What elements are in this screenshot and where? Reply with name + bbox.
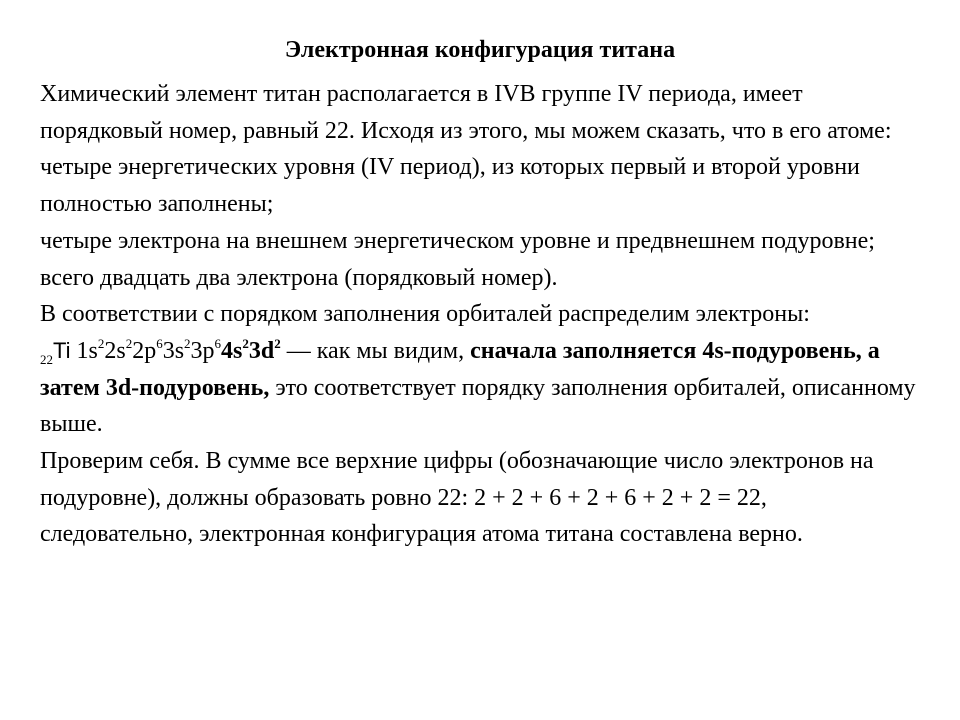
config-exp-bold: 2 <box>242 335 249 351</box>
config-part: 3p <box>190 337 215 364</box>
config-part: 2p <box>132 337 157 364</box>
paragraph-check: Проверим себя. В сумме все верхние цифры (обозначающие число электронов на подуровне), должны образовать ровно 22: 2 + 2 + 6 + 2 + 6 + 2 + 2 = 22, следовательно, электронная конфигурация атома титана составлена верно. <box>40 448 874 548</box>
config-exp: 6 <box>214 335 222 351</box>
paragraph-formula <box>40 333 920 443</box>
formula-bold-statement: сначала заполняется 4s-подуровень, а затем 3d-подуровень, <box>40 337 880 401</box>
paragraph-distribution: В соответствии с порядком заполнения орбиталей распределим электроны: <box>40 301 810 328</box>
paragraph-total-electrons: всего двадцать два электрона (порядковый номер). <box>40 264 558 291</box>
atomic-number: 22 <box>40 351 53 367</box>
page-title: Электронная конфигурация титана <box>284 37 676 63</box>
slide-body <box>40 76 920 553</box>
config-exp: 2 <box>184 335 191 351</box>
paragraph-levels: четыре энергетических уровня (IV период), из которых первый и второй уровни полностью заполнены; <box>40 154 860 218</box>
config-part-bold: 4s <box>221 337 243 364</box>
config-exp: 2 <box>125 335 133 351</box>
config-exp: 6 <box>156 335 163 351</box>
config-part: 1s <box>70 337 98 364</box>
element-symbol: Ti <box>53 337 71 363</box>
config-exp: 2 <box>97 335 105 351</box>
formula-dash-text: — как мы видим, <box>280 337 471 364</box>
config-part-bold: 3d <box>248 337 275 364</box>
paragraph-intro: Химический элемент титан располагается в IVB группе IV периода, имеет порядковый номер, равный 22. Исходя из этого, мы можем сказать, что в его атоме: <box>40 81 892 144</box>
electron-configuration <box>40 335 281 367</box>
config-part: 2s <box>104 337 126 364</box>
config-part: 3s <box>162 337 185 364</box>
paragraph-outer-electrons: четыре электрона на внешнем энергетическом уровне и предвнешнем подуровне; <box>40 227 875 254</box>
config-exp-bold: 2 <box>274 335 281 351</box>
formula-tail-text: это соответствует порядку заполнения орбиталей, описанному выше. <box>40 374 916 438</box>
